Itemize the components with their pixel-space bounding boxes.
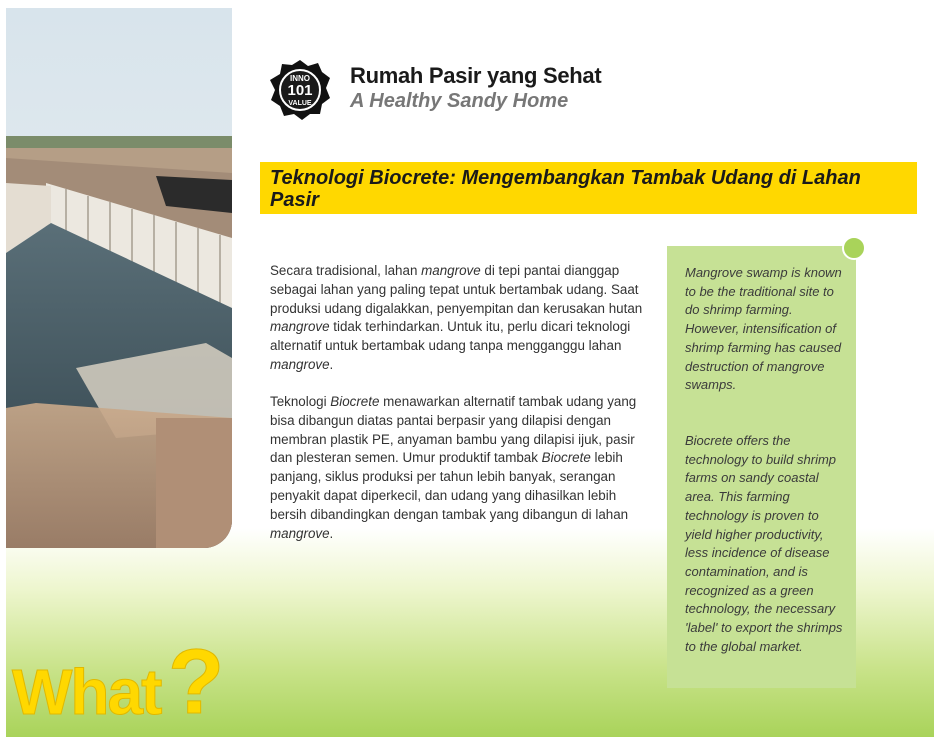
question-mark: ? <box>168 631 225 733</box>
section-banner <box>260 162 917 214</box>
italic-term: mangrove <box>270 356 330 372</box>
what-heading: What <box>12 656 161 728</box>
text-run: tidak terhindarkan. Untuk itu, perlu dicari teknologi alternatif untuk bertambak udang tanpa mengganggu lahan <box>270 319 631 354</box>
text-run: Teknologi <box>270 394 331 409</box>
italic-term: mangrove <box>421 263 481 278</box>
text-run: menawarkan alternatif tambak udang yang bisa dibangun diatas pantai berpasir yang dilapisi dengan membran plastik PE, anyaman bambu yang dilapisi ijuk, pasir dan plesteran semen. Umur produktif tambak <box>270 394 637 466</box>
text-run: Secara tradisional, lahan <box>270 263 422 278</box>
italic-term: Biocrete <box>330 394 380 409</box>
logo-text-101: 101 <box>287 82 313 99</box>
summary-paragraph-2: Biocrete offers the technology to build shrimp farms on sandy coastal area. This farming technology is proven to yield higher productivity, less incidence of disease contamination, and is recognized as a green technology, the necessary 'label' to export the shrimps to the global market. <box>685 433 843 654</box>
summary-paragraph-1: Mangrove swamp is known to be the traditional site to do shrimp farming. However, intensification of shrimp farming has caused destruction of mangrove swamps. <box>685 265 842 393</box>
italic-term: Biocrete <box>541 450 591 466</box>
page-subtitle: A Healthy Sandy Home <box>350 90 569 112</box>
english-summary-box <box>667 246 856 688</box>
logo-text-inno: INNO <box>290 74 310 83</box>
text-run: . <box>329 356 334 372</box>
text-run: . <box>329 525 334 541</box>
body-paragraph-1 <box>270 262 648 375</box>
text-run: di tepi pantai dianggap sebagai lahan yang paling tepat untuk bertambak udang. Saat produksi udang digalakkan, penyempitan dan kerusakan hutan <box>270 263 643 316</box>
body-paragraph-2 <box>270 393 648 543</box>
italic-term: mangrove <box>270 319 330 335</box>
page-title: Rumah Pasir yang Sehat <box>350 63 602 88</box>
decorative-dot <box>842 236 866 260</box>
italic-term: mangrove <box>270 525 330 541</box>
section-title: Teknologi Biocrete: Mengembangkan Tambak Udang di Lahan Pasir <box>270 167 861 211</box>
inno-value-logo <box>268 58 332 122</box>
shrimp-pond-photo <box>6 8 232 548</box>
logo-text-value: VALUE <box>288 100 312 107</box>
text-run: lebih panjang, siklus produksi per tahun lebih banyak, serangan penyakit dapat diperkecil, dan udang yang dihasilkan lebih bersih dibandingkan dengan tambak yang dibangun di lahan <box>270 450 629 522</box>
